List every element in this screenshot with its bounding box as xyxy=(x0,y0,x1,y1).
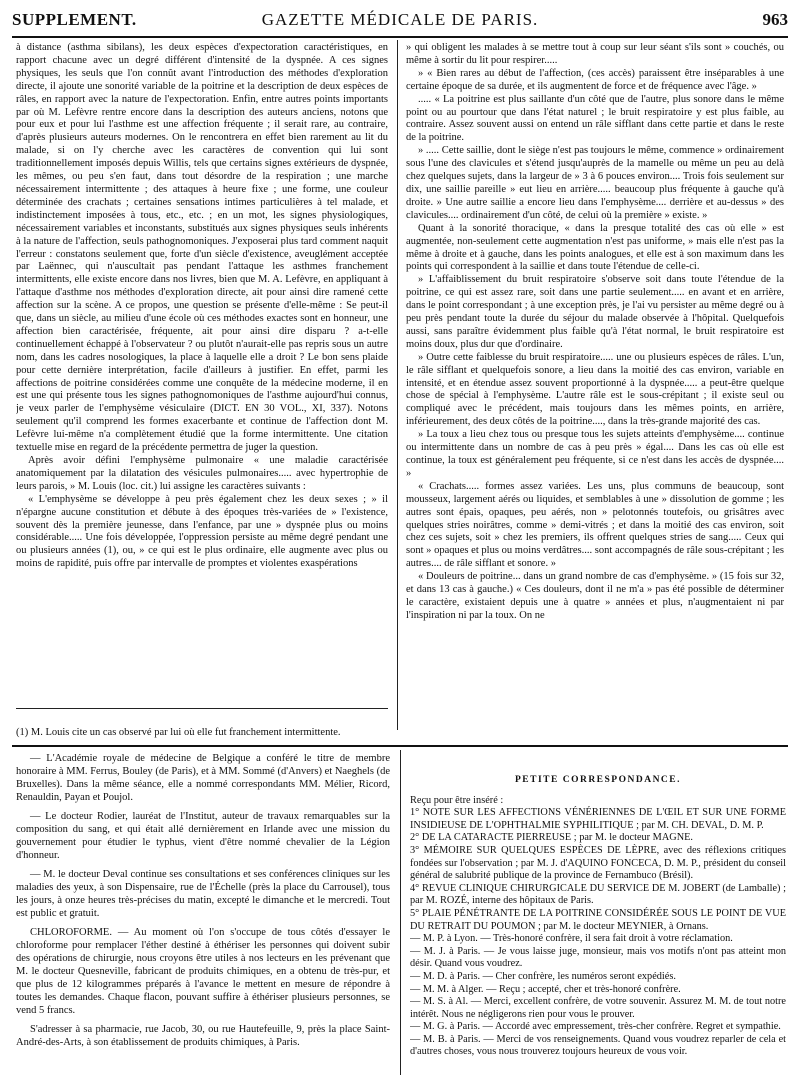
left-paragraph: à distance (asthma sibilans), les deux espèces d'expectoration caractéristiques, en rapport chacune avec un degré différent d'intensité de la dyspnée. A ces signes physiques, les seuls que l'on connût avant l'introduction des méthodes d'exploration directe, il ajoute une sonorité variable de la poitrine et la description de deux espèces de râles, en rapport avec la nature de l'expectoration. Enfin, entre autres points importants par où M. Lefèvre rentre encore dans la description des auteurs anciens, notons que pour eux et pour lui l'asthme est une affection fréquente ; il serait rare, au contraire, d'après plusieurs auteurs modernes. On le rencontrera en effet bien rarement au lit du malade, si on l'y cherche avec les caractères de convention qui lui sont traditionnellement imposés depuis Willis, tels que certains signes extérieurs de dyspnée, les mêmes, ou peu s'en faut, dans tout désordre de la respiration ; une marche nécessairement intermittente ; des attaques à heure fixe ; une forme, une couleur déterminée des crachats ; certaines sensations intimes particulières à tel malade, et indistinctement imposées à tous, etc., etc. ; en un mot, les signes physiologiques, nécessairement variables et inconstants, substitués aux signes physiques seuls inhérents à la nature de l'affection, seuls pathognomoniques. J'exposerai plus tard comment naquit l'erreur : constatons seulement que, forte d'un siècle d'existence, aveuglément acceptée par Laënnec, qui n'auscultait pas pendant l'attaque les asthmes franchement intermittents, elle existe encore dans nos livres, bien que M. A. Lefèvre, en appliquant à l'attaque d'asthme nos méthodes d'exploration directe, ait pour ainsi dire ramené cette affection sur la scène. A ce propos, une question se présente d'elle-même : Se peut-il que, dans un siècle, au milieu d'une école où ces méthodes exactes sont en honneur, une affection bien caractérisée, fréquente, ait pour ainsi dire disparu ? a-t-elle continuellement échappé à l'observateur ? ou plutôt n'aurait-elle pas repris sous un autre nom, dans les cadres nosologiques, la place à laquelle elle a droit ? Le bon sens plaide pour cette dernière interprétation, facile d'ailleurs à justifier. En effet, parmi les affections de poitrine considérées comme une conquête de la médecine moderne, il en est une qui présente tous les signes pathognomoniques de l'asthme aujourd'hui connus, je veux parler de l'emphysème vésiculaire (DICT. EN 30 VOL., XI, 337). Notons seulement qu'il comprend les formes exacerbante et continue de l'affection dont M. Lefèvre lui-même n'a complètement étudié que la forme intermittente. Une citation textuelle mise en regard de la précédente permettra de juger la question. xyxy=(16,42,388,454)
news-item: S'adresser à sa pharmacie, rue Jacob, 30, ou rue Hautefeuille, 9, près la place Saint-André-des-Arts, à son établissement de produits chimiques, à Paris. xyxy=(16,1024,390,1048)
correspondance-item: — M. P. à Lyon. — Très-honoré confrère, il sera fait droit à votre réclamation. xyxy=(410,933,733,945)
news-item: — M. le docteur Deval continue ses consultations et ses conférences cliniques sur les maladies des yeux, à son Dispensaire, rue de l'Échelle (près la place du Carrousel), tous les jours, à onze heures très-précises du matin, excepté le dimanche et le mercredi. Tout est public et gratuit. xyxy=(16,869,390,919)
right-paragraph: « Crachats..... formes assez variées. Les uns, plus communs de beaucoup, sont mousseux, largement aérés ou liquides, et semblables à une » dissolution de gomme ; les autres sont épais, opaques, peu aérés, non » pelotonnés toutefois, ou grisâtres avec quelques stries noirâtres, comme » demi-vitrés ; et dans la moitié des cas environ, soit chez ces sujets, soit » chez les premiers, ils offrent quelques stries de sang..... Ceux qui sont » opaques et plus ou moins verdâtres.... sont accompagnés de râle sous-crépitant ; les autres.... de râle sifflant et sonore. » xyxy=(406,480,784,570)
correspondance-item: 2° DE LA CATARACTE PIERREUSE ; par M. le docteur MAGNE. xyxy=(410,832,694,844)
right-paragraph: » ..... Cette saillie, dont le siège n'est pas toujours le même, commence » ordinairement sous l'une des clavicules et s'étend jusqu'auprès de la mamelle ou même un peu au delà chez quelques sujets, dans la largeur de » 3 à 6 pouces environ.... Trois fois seulement sur dix, une saillie pareille » eut lieu en arrière..... beaucoup plus fréquente à gauche qu'à droite. » Une autre saillie a encore lieu dans l'emphysème.... derrière et au-dessus » des clavicules.... ordinairement d'un côté, de celui où la première » existe. » xyxy=(406,145,784,221)
correspondance-item: — M. S. à Al. — Merci, excellent confrère, de votre souvenir. Assurez M. M. de tout notre intérêt. Nous ne négligerons rien pour vous le prouver. xyxy=(410,996,786,1020)
column-divider xyxy=(397,40,398,730)
left-column xyxy=(16,42,388,682)
correspondance-item: — M. B. à Paris. — Merci de vos renseignements. Quand vous voudrez reparler de cela et d'autres choses, vous nous trouverez toujours heureux de vous voir. xyxy=(410,1033,786,1058)
footnote: (1) M. Louis cite un cas observé par lui où elle fut franchement intermittente. xyxy=(16,727,341,738)
left-paragraph: Après avoir défini l'emphysème pulmonaire « une maladie caractérisée anatomiquement par la dilatation des vésicules pulmonaires..... avec hypertrophie de leurs parois, » M. Louis (loc. cit.) lui assigne les caractères suivants : xyxy=(16,455,388,492)
intro-line: Reçu pour être inséré : xyxy=(410,794,504,806)
news-item: CHLOROFORME. — Au moment où l'on s'occupe de tous côtés d'essayer le chloroforme pour remplacer l'éther destiné à éthériser les personnes qui doivent subir des opérations de chirurgie, nous croyons être utiles à nos lecteurs en les prévenant que M. le docteur Quesneville, fabricant de produits chimiques, en a obtenu de très-pur, et que plus de 12 kilogrammes préparés à l'avance le mettent en mesure de répondre à toutes les demandes. Chaque flacon, pouvant suffire à éthériser plusieurs personnes, se vend 5 francs. xyxy=(16,927,390,1016)
petite-correspondance xyxy=(410,752,786,1074)
correspondance-item: 1° NOTE SUR LES AFFECTIONS VÉNÉRIENNES DE L'ŒIL ET SUR UNE FORME INSIDIEUSE DE L'OPHTHALMIE SYPHILITIQUE ; par M. CH. DEVAL, D. M. P. xyxy=(410,807,786,831)
section-title: PETITE CORRESPONDANCE. xyxy=(514,775,682,785)
news-item: — Le docteur Rodier, lauréat de l'Institut, auteur de travaux remarquables sur la composition du sang, et qui était allé dernièrement en Irlande avec une mission du gouvernement pour étudier le typhus, vient d'être nommé chevalier de la Légion d'honneur. xyxy=(16,811,390,861)
right-paragraph: Quant à la sonorité thoracique, « dans la presque totalité des cas où elle » est augmentée, non-seulement cette augmentation n'est pas uniforme, » mais elle n'est pas la même à droite et à gauche, dans les points analogues, et elle est à son maximum dans les points qui correspondent à la saillie et dans toute l'étendue de celle-ci. xyxy=(406,222,784,273)
right-paragraph: » qui obligent les malades à se mettre tout à coup sur leur séant s'ils sont » couchés, ou même à sortir du lit pour respirer..... xyxy=(406,42,784,66)
correspondance-item: 5° PLAIE PÉNÉTRANTE DE LA POITRINE CONSIDÉRÉE SOUS LE POINT DE VUE DU RETRAIT DU POUMON ; par M. le docteur MEYNIER, à Ornans. xyxy=(410,907,786,932)
right-paragraph: » La toux a lieu chez tous ou presque tous les sujets atteints d'emphysème.... continue ou intermittente dans un nombre de cas à peu près » égal.... Dans les cas où elle est continue, la toux est généralement peu fréquente, si ce n'est dans les accès de dyspnée.... » xyxy=(406,429,784,479)
news-items xyxy=(16,752,390,1074)
section-rule xyxy=(12,745,788,747)
right-column xyxy=(406,42,784,726)
journal-title: GAZETTE MÉDICALE DE PARIS. xyxy=(261,10,539,29)
footnote-rule xyxy=(16,708,388,709)
right-paragraph: « Douleurs de poitrine... dans un grand nombre de cas d'emphysème. » (15 fois sur 32, et dans 13 cas à gauche.) « Ces douleurs, dont il ne m'a » pas été possible de déterminer le caractère, existaient depuis une à quatre » années et plus, n'augmentaient ni par l'inspiration ni par la toux. On ne xyxy=(406,571,784,621)
page-header xyxy=(12,8,788,38)
correspondance-item: 4° REVUE CLINIQUE CHIRURGICALE DU SERVICE DE M. JOBERT (de Lamballe) ; par M. ROZÉ, interne des hôpitaux de Paris. xyxy=(410,882,786,907)
supplement-label: SUPPLEMENT. xyxy=(12,10,137,29)
right-paragraph: ..... « La poitrine est plus saillante d'un côté que de l'autre, plus sonore dans le même point ou au pourtour que dans l'état naturel ; le bruit respiratoire y est plus faible, au contraire. Assez souvent aussi on entend un râle sifflant dans cette partie et dans le reste de la poitrine. xyxy=(406,93,784,144)
bottom-column-divider xyxy=(400,750,401,1075)
correspondance-item: — M. M. à Alger. — Reçu ; accepté, cher et très-honoré confrère. xyxy=(410,983,681,995)
correspondance-item: 3° MÉMOIRE SUR QUELQUES ESPÈCES DE LÈPRE, avec des réflexions critiques fondées sur l'observation ; par M. J. d'AQUINO FONCECA, D. M. P., président du conseil général de salubrité publique de la province de Fernambuco (Brésil). xyxy=(410,844,786,882)
right-paragraph: » « Bien rares au début de l'affection, (ces accès) paraissent être inséparables à une certaine époque de sa durée, et ils augmentent de force et de fréquence avec l'âge. » xyxy=(406,67,784,92)
news-item: — L'Académie royale de médecine de Belgique a conféré le titre de membre honoraire à MM. Ferrus, Bouley (de Paris), et à MM. Sommé (d'Anvers) et Naeghels (de Bruxelles). Dans la même séance, elle a nommé correspondants MM. Mélier, Ricord, Renauldin, Payan et Poujol. xyxy=(16,753,390,803)
correspondance-item: — M. D. à Paris. — Cher confrère, les numéros seront expédiés. xyxy=(410,970,676,982)
correspondance-item: — M. G. à Paris. — Accordé avec empressement, très-cher confrère. Regret et sympathie. xyxy=(410,1021,781,1033)
left-quote: « L'emphysème se développe à peu près également chez les deux sexes ; » il n'épargne aucune constitution et débute à des époques très-variées de » l'existence, souvent dès la première jeunesse, dans l'enfance, par une » dyspnée plus ou moins considérable..... Une fois développée, l'oppression persiste au même degré pendant une ou plusieurs années (1), ou, » ce qui est le plus ordinaire, elle augmente avec plus ou moins de rapidité, puis offre par intervalle de promptes et violentes exaspérations xyxy=(16,493,388,570)
right-paragraph: » L'affaiblissement du bruit respiratoire s'observe soit dans toute l'étendue de la poitrine, ce qui est assez rare, soit dans une partie seulement..... en avant et en arrière, dans le point correspondant ; à une exception près, je l'ai vu persister au même degré ou à peu près pendant toute la durée du séjour du malade observée à l'hôpital. Quelquefois aussi, sans paraître évidemment plus faible qu'à l'état normal, le bruit respiratoire est moins doux, plus dur que d'ordinaire. xyxy=(406,274,784,350)
right-paragraph: » Outre cette faiblesse du bruit respiratoire..... une ou plusieurs espèces de râles. L'un, le râle sifflant et quelquefois sonore, a lieu dans la moitié des cas environ, variable en intensité, et en étendue assez souvent proportionné à la dyspnée..... a peut-être quelque chose de spécial à l'emphysème. L'autre râle est le sous-crépitant ; il existe seul ou compliqué avec le précédent, mais toujours dans les mêmes points, en arrière, inférieurement, des deux côtés de la poitrine...., dans la très-grande majorité des cas. xyxy=(406,351,784,428)
correspondance-item: — M. J. à Paris. — Je vous laisse juge, monsieur, mais vos motifs n'ont pas atteint mon désir. Quand vous voudrez. xyxy=(410,945,786,970)
page-number: 963 xyxy=(762,10,788,29)
